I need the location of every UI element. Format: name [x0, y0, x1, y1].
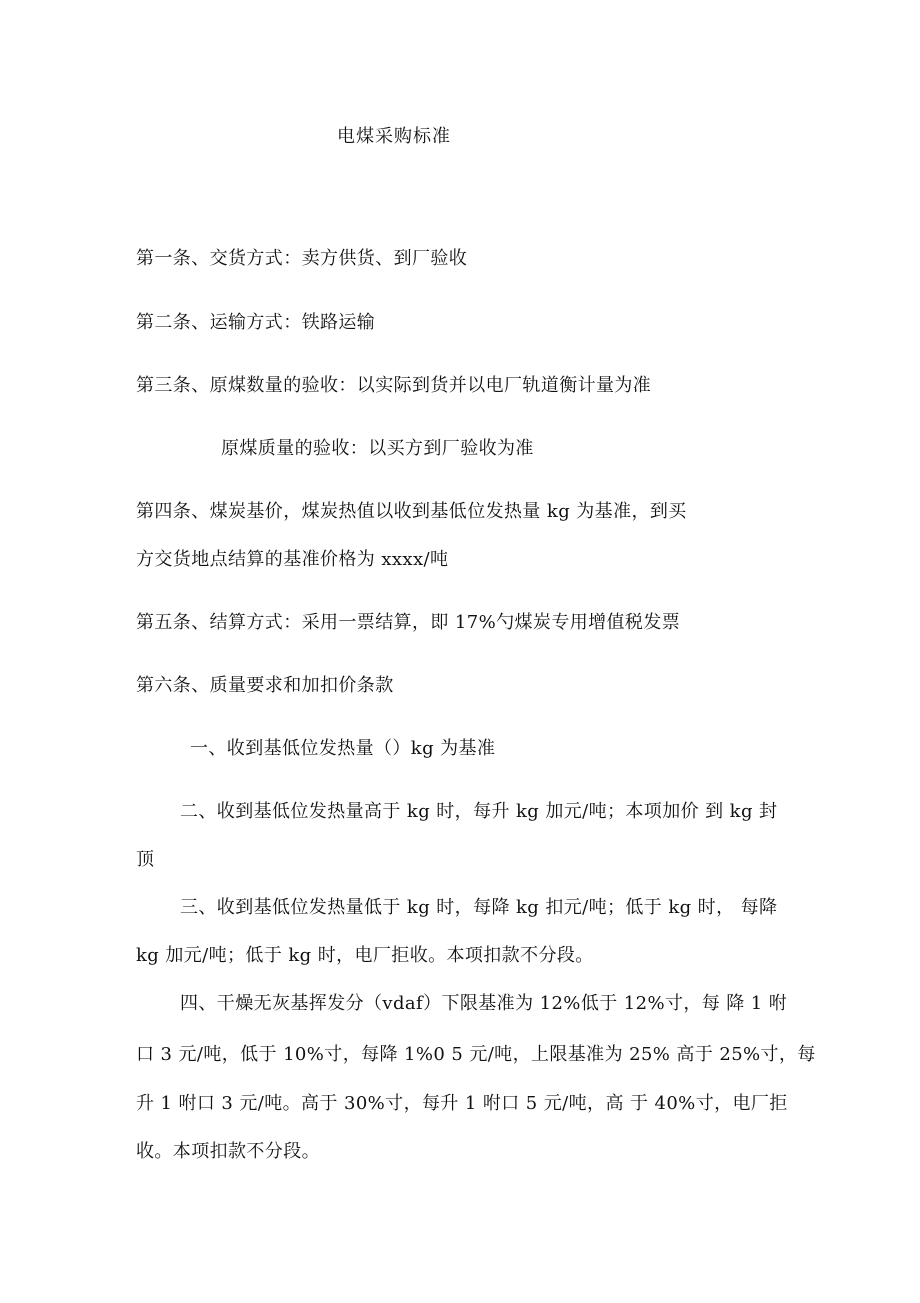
item-4-line-4: 收。本项扣款不分段。	[136, 1141, 320, 1162]
item-4-line-3: 升 1 咐口 3 元/吨。高于 30%寸，每升 1 咐口 5 元/吨，高 于 40%寸，电厂拒	[136, 1093, 788, 1114]
document-title: 电煤采购标准	[337, 126, 451, 147]
item-3-line-1: 三、收到基低位发热量低于 kg 时，每降 kg 扣元/吨；低于 kg 时， 每降	[180, 897, 778, 918]
clause-1: 第一条、交货方式：卖方供货、到厂验收	[136, 248, 468, 269]
clause-3: 第三条、原煤数量的验收：以实际到货并以电厂轨道衡计量为准	[136, 375, 652, 396]
item-1: 一、收到基低位发热量（）kg 为基准	[190, 738, 496, 759]
item-4-line-2: 口 3 元/吨，低于 10%寸，每降 1%0 5 元/吨，上限基准为 25% 高于 25%寸，每	[136, 1044, 816, 1065]
clause-5: 第五条、结算方式：采用一票结算，即 17%勺煤炭专用增值税发票	[136, 612, 681, 633]
clause-4-line-2: 方交货地点结算的基准价格为 xxxx/吨	[136, 549, 449, 570]
clause-3-quality: 原煤质量的验收：以买方到厂验收为准	[221, 438, 534, 459]
clause-6: 第六条、质量要求和加扣价条款	[136, 675, 394, 696]
item-2-line-1: 二、收到基低位发热量高于 kg 时，每升 kg 加元/吨；本项加价 到 kg 封	[180, 801, 778, 822]
clause-4-line-1: 第四条、煤炭基价，煤炭热值以收到基低位发热量 kg 为基准，到买	[136, 501, 687, 522]
item-3-line-2: kg 加元/吨；低于 kg 时，电厂拒收。本项扣款不分段。	[136, 945, 594, 966]
clause-2: 第二条、运输方式：铁路运输	[136, 312, 376, 333]
item-4-line-1: 四、干燥无灰基挥发分（vdaf）下限基准为 12%低于 12%寸，每 降 1 咐	[180, 993, 788, 1014]
item-2-line-2: 顶	[136, 849, 155, 870]
